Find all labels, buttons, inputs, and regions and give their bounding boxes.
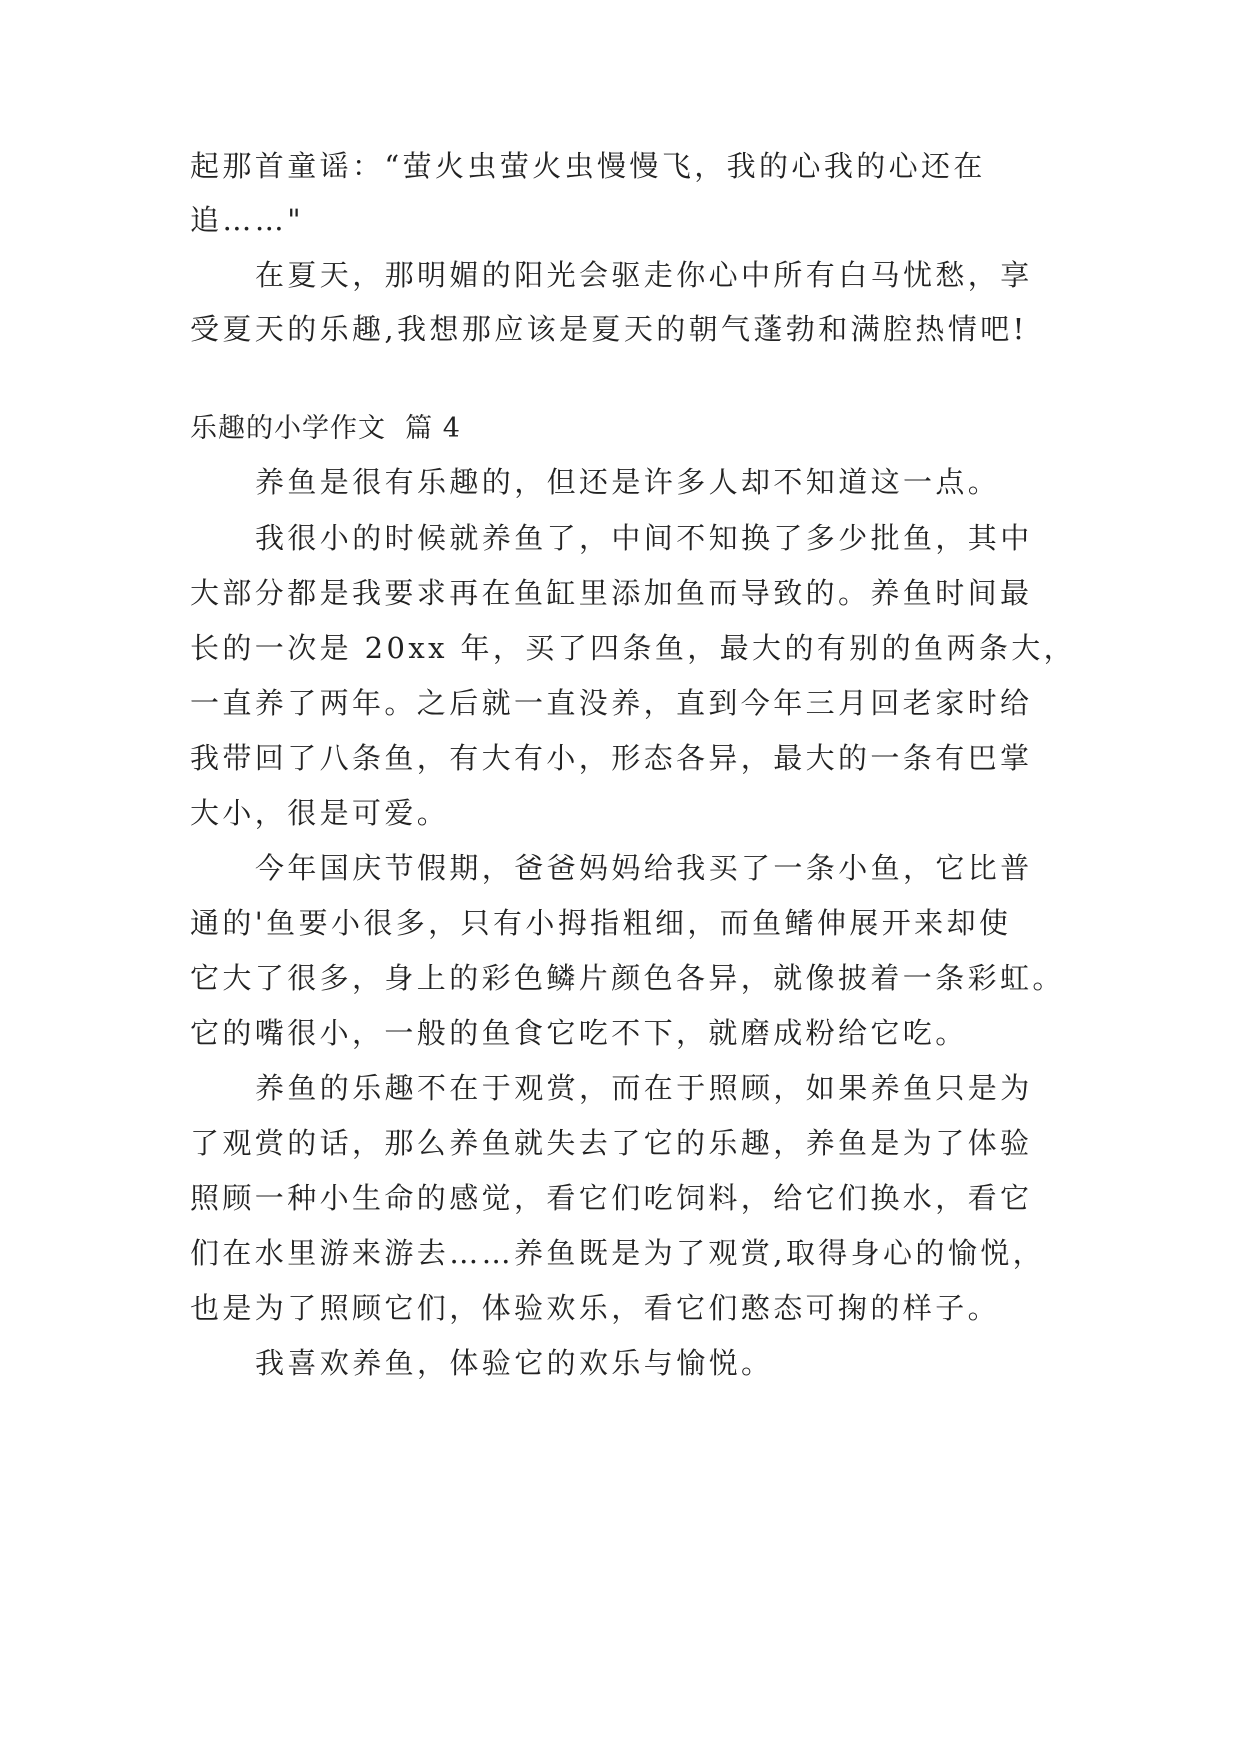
text-line: 我带回了八条鱼，有大有小，形态各异，最大的一条有巴掌	[190, 741, 1033, 775]
text-line: 们在水里游来游去……养鱼既是为了观赏,取得身心的愉悦，	[190, 1236, 1046, 1270]
text-line: 我很小的时候就养鱼了，中间不知换了多少批鱼，其中	[255, 521, 1033, 555]
text-line: 养鱼是很有乐趣的，但还是许多人却不知道这一点。	[255, 465, 1001, 499]
text-line: 它的嘴很小，一般的鱼食它吃不下，就磨成粉给它吃。	[190, 1016, 968, 1050]
text-line: 它大了很多，身上的彩色鳞片颜色各异，就像披着一条彩虹。	[190, 961, 1065, 995]
text-line: 追……"	[190, 203, 304, 237]
text-line: 大部分都是我要求再在鱼缸里添加鱼而导致的。养鱼时间最	[190, 576, 1033, 610]
text-line: 在夏天，那明媚的阳光会驱走你心中所有白马忧愁，享	[255, 258, 1033, 292]
text-line: 起那首童谣：“萤火虫萤火虫慢慢飞，我的心我的心还在	[190, 149, 986, 183]
text-line: 大小，很是可爱。	[190, 796, 450, 830]
text-line: 长的一次是 20xx 年，买了四条鱼，最大的有别的鱼两条大，	[190, 631, 1077, 665]
text-line: 受夏天的乐趣,我想那应该是夏天的朝气蓬勃和满腔热情吧!	[190, 312, 1028, 346]
text-line: 今年国庆节假期，爸爸妈妈给我买了一条小鱼，它比普	[255, 851, 1033, 885]
text-line: 照顾一种小生命的感觉，看它们吃饲料，给它们换水，看它	[190, 1181, 1033, 1215]
text-line: 养鱼的乐趣不在于观赏，而在于照顾，如果养鱼只是为	[255, 1071, 1033, 1105]
text-line: 我喜欢养鱼，体验它的欢乐与愉悦。	[255, 1346, 774, 1380]
section-heading: 乐趣的小学作文 篇 4	[190, 413, 461, 444]
text-line: 了观赏的话，那么养鱼就失去了它的乐趣，养鱼是为了体验	[190, 1126, 1033, 1160]
text-line: 通的'鱼要小很多，只有小拇指粗细，而鱼鳍伸展开来却使	[190, 906, 1012, 940]
text-line: 一直养了两年。之后就一直没养，直到今年三月回老家时给	[190, 686, 1033, 720]
text-line: 也是为了照顾它们，体验欢乐，看它们憨态可掬的样子。	[190, 1291, 1001, 1325]
